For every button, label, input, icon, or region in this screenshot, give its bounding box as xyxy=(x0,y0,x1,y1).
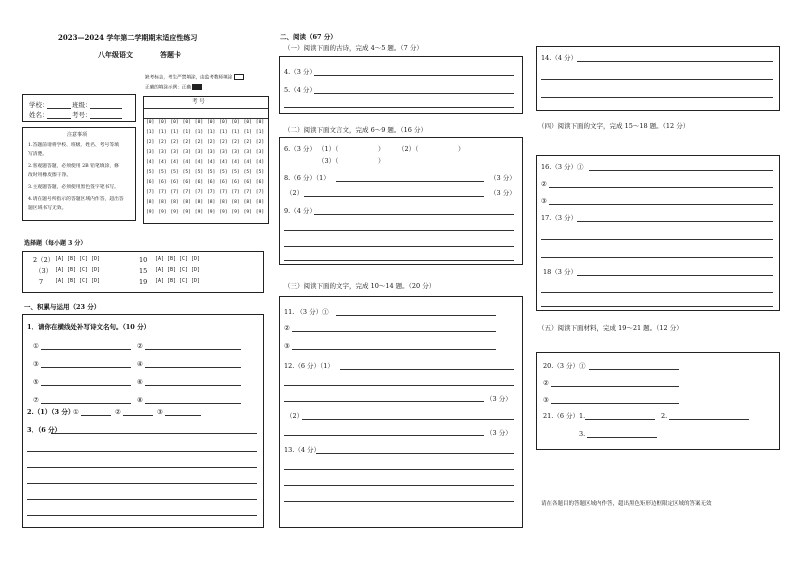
exam-digit-bubble[interactable]: [9] xyxy=(255,210,265,215)
class-label: 班级： xyxy=(72,101,92,109)
exam-digit-bubble[interactable]: [4] xyxy=(146,160,155,165)
q20-line[interactable] xyxy=(589,369,679,370)
exam-digit-bubble[interactable]: [1] xyxy=(158,130,167,135)
choice-bubble[interactable]: [A] xyxy=(155,267,165,273)
choice-bubble[interactable]: [C] xyxy=(79,278,89,284)
exam-digit-bubble[interactable]: [5] xyxy=(182,170,191,175)
exam-digit-bubble[interactable]: [2] xyxy=(243,140,252,145)
q3-line[interactable] xyxy=(27,515,257,516)
exam-digit-bubble[interactable]: [3] xyxy=(243,150,252,155)
q20-label: 20.（3 分）① xyxy=(543,362,586,370)
part5-title: （五）阅读下面材料，完成 19～21 题。（12 分） xyxy=(538,324,683,332)
blank-marker: ⑥ xyxy=(137,378,143,386)
q8-2-label: （2） xyxy=(286,189,304,197)
q11-line[interactable] xyxy=(292,331,496,332)
number-field[interactable] xyxy=(90,118,122,119)
exam-digit-bubble[interactable]: [2] xyxy=(194,140,204,145)
exam-digit-bubble[interactable]: [3] xyxy=(170,150,179,155)
choice-bubble[interactable]: [C] xyxy=(179,256,189,262)
exam-digit-bubble[interactable]: [6] xyxy=(243,180,252,185)
exam-digit-bubble[interactable]: [9] xyxy=(170,210,179,215)
exam-digit-bubble[interactable]: [5] xyxy=(219,170,228,175)
q2-marker: ③ xyxy=(157,408,163,416)
q14-line[interactable] xyxy=(541,97,773,98)
q9-line[interactable] xyxy=(284,260,514,261)
q3-label: 3．（6 分） xyxy=(27,426,62,434)
exam-digit-bubble[interactable]: [2] xyxy=(255,140,265,145)
part5-box xyxy=(536,352,780,450)
q17-label: 17.（3 分） xyxy=(541,214,578,222)
exam-digit-bubble[interactable]: [7] xyxy=(255,190,265,195)
q3-line[interactable] xyxy=(27,467,257,468)
choice-bubble[interactable]: [C] xyxy=(79,267,89,273)
exam-digit-bubble[interactable]: [4] xyxy=(219,160,228,165)
exam-digit-bubble[interactable]: [5] xyxy=(170,170,179,175)
notice-line: 写清楚。 xyxy=(28,152,48,157)
exam-digit-bubble[interactable]: [5] xyxy=(243,170,252,175)
q18-line[interactable] xyxy=(577,275,773,276)
notice-line: 题区域书写无效。 xyxy=(28,206,67,211)
q21-label: 21.（6 分）1. xyxy=(543,412,586,420)
q3-line[interactable] xyxy=(27,499,257,500)
q12-line[interactable] xyxy=(340,369,514,370)
exam-digit-bubble[interactable]: [0] xyxy=(231,120,240,125)
exam-digit-bubble[interactable]: [1] xyxy=(243,130,252,135)
q12-line[interactable] xyxy=(284,385,514,386)
q16-line[interactable] xyxy=(549,204,773,205)
blank-marker: ③ xyxy=(33,360,39,368)
exam-digit-bubble[interactable]: [7] xyxy=(219,190,228,195)
exam-digit-bubble[interactable]: [6] xyxy=(182,180,191,185)
exam-digit-bubble[interactable]: [9] xyxy=(146,210,155,215)
q8-mark: （3 分） xyxy=(490,174,516,182)
q8-2-mark: （3 分） xyxy=(490,189,516,197)
exam-digit-bubble[interactable]: [9] xyxy=(207,210,216,215)
q12-2-mark: （3 分） xyxy=(486,429,512,437)
q17-line[interactable] xyxy=(577,221,773,222)
q3-line[interactable] xyxy=(27,451,257,452)
q1-label: 1．请你在横线处补写诗文名句。（10 分） xyxy=(27,323,151,331)
exam-digit-bubble[interactable]: [4] xyxy=(255,160,265,165)
exam-digit-bubble[interactable]: [1] xyxy=(255,130,265,135)
q12-2-line[interactable] xyxy=(302,419,514,420)
exam-digit-bubble[interactable]: [7] xyxy=(158,190,167,195)
exam-digit-bubble[interactable]: [0] xyxy=(207,120,216,125)
q20-marker: ② xyxy=(543,379,549,387)
blank-marker: ⑦ xyxy=(33,396,39,404)
choice-qnum: （3） xyxy=(35,267,53,275)
q18-label: 18（3 分） xyxy=(543,268,577,276)
choice-qnum: 2（2） xyxy=(33,256,55,264)
exam-digit-bubble[interactable]: [2] xyxy=(231,140,240,145)
section1-title: 一、积累与运用（23 分） xyxy=(24,303,101,311)
exam-digit-bubble[interactable]: [2] xyxy=(170,140,179,145)
exam-number-bubbles[interactable] xyxy=(146,121,268,221)
q12-line[interactable] xyxy=(284,401,484,402)
q5-line[interactable] xyxy=(284,107,514,108)
q2-line[interactable] xyxy=(123,415,153,416)
choice-bubble[interactable]: [B] xyxy=(167,267,177,273)
exam-digit-bubble[interactable]: [8] xyxy=(158,200,167,205)
q16-marker: ③ xyxy=(541,197,547,205)
q6-label: 6.（3 分） xyxy=(284,145,316,153)
exam-digit-bubble[interactable]: [0] xyxy=(255,120,265,125)
choice-bubble[interactable]: [D] xyxy=(191,267,201,273)
exam-digit-bubble[interactable]: [9] xyxy=(219,210,228,215)
choice-bubble[interactable]: [B] xyxy=(167,256,177,262)
exam-digit-bubble[interactable]: [3] xyxy=(146,150,155,155)
exam-digit-bubble[interactable]: [1] xyxy=(170,130,179,135)
q21-line[interactable] xyxy=(585,419,655,420)
exam-digit-bubble[interactable]: [1] xyxy=(219,130,228,135)
exam-digit-bubble[interactable]: [0] xyxy=(243,120,252,125)
exam-digit-bubble[interactable]: [5] xyxy=(207,170,216,175)
exam-digit-bubble[interactable]: [2] xyxy=(158,140,167,145)
part3-box xyxy=(279,296,523,528)
exam-digit-bubble[interactable]: [8] xyxy=(170,200,179,205)
grade-subtitle: 八年级语文 xyxy=(98,50,133,59)
name-field[interactable] xyxy=(47,118,71,119)
exam-digit-bubble[interactable]: [4] xyxy=(170,160,179,165)
q18-line[interactable] xyxy=(541,306,773,307)
choice-bubble[interactable]: [A] xyxy=(155,256,165,262)
exam-digit-bubble[interactable]: [8] xyxy=(231,200,240,205)
fill-example-note: 正确的填涂示例：正确 xyxy=(145,84,202,91)
q5-label: 5.（4 分） xyxy=(284,86,316,94)
choice-bubble[interactable]: [C] xyxy=(179,278,189,284)
exam-digit-bubble[interactable]: [9] xyxy=(243,210,252,215)
exam-digit-bubble[interactable]: [7] xyxy=(194,190,204,195)
q16-label: 16.（3 分）① xyxy=(541,163,584,171)
blank-line[interactable] xyxy=(145,385,241,386)
q14-line[interactable] xyxy=(541,79,773,80)
q17-line[interactable] xyxy=(541,239,773,240)
q11-line[interactable] xyxy=(292,349,496,350)
choice-bubble[interactable]: [D] xyxy=(91,256,101,262)
q13-line[interactable] xyxy=(284,501,514,502)
q6-sub: ） xyxy=(378,145,385,153)
blank-line[interactable] xyxy=(145,367,241,368)
q14-line[interactable] xyxy=(577,61,773,62)
exam-digit-bubble[interactable]: [4] xyxy=(231,160,240,165)
exam-digit-bubble[interactable]: [2] xyxy=(182,140,191,145)
q21-line[interactable] xyxy=(669,419,749,420)
name-label: 姓名： xyxy=(29,111,49,119)
exam-digit-bubble[interactable]: [5] xyxy=(231,170,240,175)
q6-sub: （2）（ xyxy=(398,145,419,153)
exam-digit-bubble[interactable]: [5] xyxy=(255,170,265,175)
part2-box xyxy=(279,137,523,265)
choice-bubble[interactable]: [A] xyxy=(55,267,65,273)
q2-line[interactable] xyxy=(81,415,111,416)
q12-2-line[interactable] xyxy=(284,435,484,436)
section2-title: 二、阅读（67 分） xyxy=(280,33,337,41)
fill-example-swatch xyxy=(192,84,202,90)
choice-bubble[interactable]: [C] xyxy=(179,267,189,273)
exam-digit-bubble[interactable]: [2] xyxy=(219,140,228,145)
q11-line[interactable] xyxy=(336,315,496,316)
choice-bubble[interactable]: [B] xyxy=(67,256,77,262)
part4-box xyxy=(536,155,780,311)
notice-line: 2.客观题答题，必须使用 2B 铅笔填涂，修 xyxy=(28,164,119,169)
q2-label: 2.（1）（3 分） xyxy=(27,408,75,416)
q16-line[interactable] xyxy=(589,170,773,171)
choice-bubble[interactable]: [B] xyxy=(67,278,77,284)
exam-digit-bubble[interactable]: [9] xyxy=(158,210,167,215)
section1-box xyxy=(22,314,264,528)
choice-box xyxy=(22,251,264,293)
q12-2-label: （2） xyxy=(286,412,304,420)
exam-digit-bubble[interactable]: [3] xyxy=(182,150,191,155)
exam-digit-bubble[interactable]: [8] xyxy=(219,200,228,205)
notice-title: 注意事项 xyxy=(67,132,88,138)
q20-marker: ③ xyxy=(543,396,549,404)
q5-line[interactable] xyxy=(314,93,514,94)
exam-digit-bubble[interactable]: [2] xyxy=(207,140,216,145)
choice-qnum: 19 xyxy=(139,278,148,286)
choice-bubble[interactable]: [D] xyxy=(91,267,101,273)
part4-title: （四）阅读下面的文字，完成 15～18 题。（12 分） xyxy=(538,122,690,130)
exam-digit-bubble[interactable]: [7] xyxy=(207,190,216,195)
notice-line: 改时用橡皮擦干净。 xyxy=(28,173,72,178)
blank-line[interactable] xyxy=(145,349,241,350)
exam-number-label: 考 号 xyxy=(192,99,205,105)
blank-line[interactable] xyxy=(41,367,131,368)
blank-marker: ② xyxy=(137,342,143,350)
q8-label: 8.（6 分）（1） xyxy=(284,174,330,182)
q2-marker: ① xyxy=(73,408,79,416)
student-info-box xyxy=(22,94,136,122)
exam-digit-bubble[interactable]: [6] xyxy=(194,180,204,185)
choice-title: 选择题（每小题 3 分） xyxy=(24,240,87,247)
exam-digit-bubble[interactable]: [5] xyxy=(146,170,155,175)
q12-mark: （3 分） xyxy=(486,395,512,403)
q9-line[interactable] xyxy=(314,214,514,215)
exam-digit-bubble[interactable]: [4] xyxy=(158,160,167,165)
choice-bubble[interactable]: [A] xyxy=(55,256,65,262)
q13-line[interactable] xyxy=(284,469,514,470)
exam-digit-bubble[interactable]: [3] xyxy=(219,150,228,155)
footer-note: 请在各题目的答题区域内作答，超出黑色矩形边框限定区域的答案无效 xyxy=(541,501,712,507)
card-subtitle: 答题卡 xyxy=(160,50,181,59)
exam-digit-bubble[interactable]: [4] xyxy=(207,160,216,165)
exam-digit-bubble[interactable]: [9] xyxy=(231,210,240,215)
part2-title: （二）阅读下面文言文，完成 6～9 题。（16 分） xyxy=(284,126,427,134)
q20-line[interactable] xyxy=(551,386,679,387)
q4-line[interactable] xyxy=(314,75,514,76)
exam-digit-bubble[interactable]: [7] xyxy=(231,190,240,195)
q8-line[interactable] xyxy=(336,181,484,182)
exam-digit-bubble[interactable]: [1] xyxy=(231,130,240,135)
q13-line[interactable] xyxy=(316,453,514,454)
q9-label: 9.（4 分） xyxy=(284,207,316,215)
q8-2-line[interactable] xyxy=(304,196,484,197)
q12-label: 12.（6 分）（1） xyxy=(284,362,334,370)
exam-digit-bubble[interactable]: [8] xyxy=(146,200,155,205)
exam-digit-bubble[interactable]: [2] xyxy=(146,140,155,145)
q20-line[interactable] xyxy=(551,403,679,404)
choice-bubble[interactable]: [A] xyxy=(155,278,165,284)
exam-digit-bubble[interactable]: [5] xyxy=(158,170,167,175)
q9-line[interactable] xyxy=(284,230,514,231)
exam-digit-bubble[interactable]: [8] xyxy=(255,200,265,205)
q21-line[interactable] xyxy=(587,437,657,438)
exam-digit-bubble[interactable]: [0] xyxy=(158,120,167,125)
exam-digit-bubble[interactable]: [6] xyxy=(207,180,216,185)
exam-digit-bubble[interactable]: [7] xyxy=(182,190,191,195)
q6-sub: （1）（ xyxy=(318,145,339,153)
school-label: 学校： xyxy=(29,101,49,109)
exam-digit-bubble[interactable]: [1] xyxy=(182,130,191,135)
blank-line[interactable] xyxy=(41,349,131,350)
choice-bubble[interactable]: [B] xyxy=(167,278,177,284)
exam-digit-bubble[interactable]: [4] xyxy=(194,160,204,165)
absent-checkbox[interactable] xyxy=(234,74,244,80)
choice-qnum: 10 xyxy=(139,256,148,264)
q13-label: 13.（4 分） xyxy=(284,446,321,454)
exam-digit-bubble[interactable]: [9] xyxy=(182,210,191,215)
exam-digit-bubble[interactable]: [0] xyxy=(146,120,155,125)
page-title: 2023—2024 学年第二学期期末适应性练习 xyxy=(58,33,198,42)
exam-digit-bubble[interactable]: [6] xyxy=(170,180,179,185)
exam-digit-bubble[interactable]: [6] xyxy=(146,180,155,185)
exam-digit-bubble[interactable]: [3] xyxy=(194,150,204,155)
choice-bubble[interactable]: [D] xyxy=(191,278,201,284)
q14-box xyxy=(536,46,780,111)
exam-digit-bubble[interactable]: [0] xyxy=(182,120,191,125)
number-label: 考号： xyxy=(72,111,92,119)
exam-digit-bubble[interactable]: [8] xyxy=(207,200,216,205)
q3-line[interactable] xyxy=(27,483,257,484)
part1-title: （一）阅读下面的古诗，完成 4～5 题。（7 分） xyxy=(284,44,423,52)
choice-qnum: 7 xyxy=(39,278,44,286)
q11-label: 11. （3 分）① xyxy=(284,308,329,316)
notice-line: 3.主观题答题，必须使用黑色签字笔书写。 xyxy=(28,185,119,190)
exam-digit-bubble[interactable]: [0] xyxy=(170,120,179,125)
exam-digit-bubble[interactable]: [3] xyxy=(255,150,265,155)
exam-digit-bubble[interactable]: [4] xyxy=(182,160,191,165)
q2-line[interactable] xyxy=(165,415,201,416)
exam-digit-bubble[interactable]: [1] xyxy=(194,130,204,135)
q6-sub: ） xyxy=(378,157,385,165)
q21-marker: 2. xyxy=(661,412,668,420)
notice-line: 4.请在题号所指示的答题区域内作答，超出答 xyxy=(28,197,124,202)
exam-number-box xyxy=(143,96,269,224)
q16-marker: ② xyxy=(541,180,547,188)
notice-box xyxy=(22,127,136,221)
q13-line[interactable] xyxy=(284,485,514,486)
exam-digit-bubble[interactable]: [1] xyxy=(146,130,155,135)
exam-digit-bubble[interactable]: [1] xyxy=(207,130,216,135)
notice-line: 1.答题前请将学校、班级、姓名、考号等填 xyxy=(28,143,119,148)
exam-digit-bubble[interactable]: [7] xyxy=(170,190,179,195)
exam-digit-bubble[interactable]: [0] xyxy=(219,120,228,125)
q11-marker: ② xyxy=(284,324,290,332)
exam-digit-bubble[interactable]: [7] xyxy=(146,190,155,195)
choice-bubble[interactable]: [D] xyxy=(191,256,201,262)
blank-marker: ① xyxy=(33,342,39,350)
choice-bubble[interactable]: [D] xyxy=(91,278,101,284)
absent-note: 缺考标志，考生严禁填涂，由监考教师填涂 xyxy=(145,74,244,81)
blank-marker: ⑧ xyxy=(137,396,143,404)
q14-label: 14.（4 分） xyxy=(541,54,578,62)
q6-sub: ） xyxy=(458,145,465,153)
exam-digit-bubble[interactable]: [3] xyxy=(231,150,240,155)
blank-line[interactable] xyxy=(41,403,131,404)
q18-line[interactable] xyxy=(541,292,773,293)
part1-box xyxy=(279,56,523,114)
q6-sub: （3）（ xyxy=(318,157,339,165)
q16-line[interactable] xyxy=(549,187,773,188)
exam-digit-bubble[interactable]: [8] xyxy=(243,200,252,205)
exam-digit-bubble[interactable]: [6] xyxy=(158,180,167,185)
q4-label: 4.（3 分） xyxy=(284,68,316,76)
part3-title: （三）阅读下面的文字，完成 10～14 题。（20 分） xyxy=(284,282,436,290)
q11-marker: ③ xyxy=(284,342,290,350)
exam-digit-bubble[interactable]: [7] xyxy=(243,190,252,195)
q21-marker: 3. xyxy=(579,430,586,438)
blank-marker: ⑤ xyxy=(33,378,39,386)
exam-digit-bubble[interactable]: [6] xyxy=(255,180,265,185)
exam-digit-bubble[interactable]: [3] xyxy=(207,150,216,155)
exam-digit-bubble[interactable]: [5] xyxy=(194,170,204,175)
choice-bubble[interactable]: [A] xyxy=(55,278,65,284)
exam-digit-bubble[interactable]: [6] xyxy=(231,180,240,185)
blank-marker: ④ xyxy=(137,360,143,368)
q9-line[interactable] xyxy=(284,246,514,247)
choice-qnum: 15 xyxy=(139,267,148,275)
exam-digit-bubble[interactable]: [8] xyxy=(182,200,191,205)
exam-digit-bubble[interactable]: [3] xyxy=(158,150,167,155)
exam-digit-bubble[interactable]: [0] xyxy=(194,120,204,125)
q17-line[interactable] xyxy=(541,257,773,258)
q3-line[interactable] xyxy=(51,433,257,434)
blank-line[interactable] xyxy=(41,385,131,386)
choice-bubble[interactable]: [C] xyxy=(79,256,89,262)
exam-digit-bubble[interactable]: [9] xyxy=(194,210,204,215)
q2-marker: ② xyxy=(115,408,121,416)
exam-digit-bubble[interactable]: [6] xyxy=(219,180,228,185)
exam-digit-bubble[interactable]: [4] xyxy=(243,160,252,165)
school-field[interactable] xyxy=(47,108,71,109)
blank-line[interactable] xyxy=(145,403,241,404)
exam-digit-bubble[interactable]: [8] xyxy=(194,200,204,205)
choice-bubble[interactable]: [B] xyxy=(67,267,77,273)
class-field[interactable] xyxy=(90,108,122,109)
